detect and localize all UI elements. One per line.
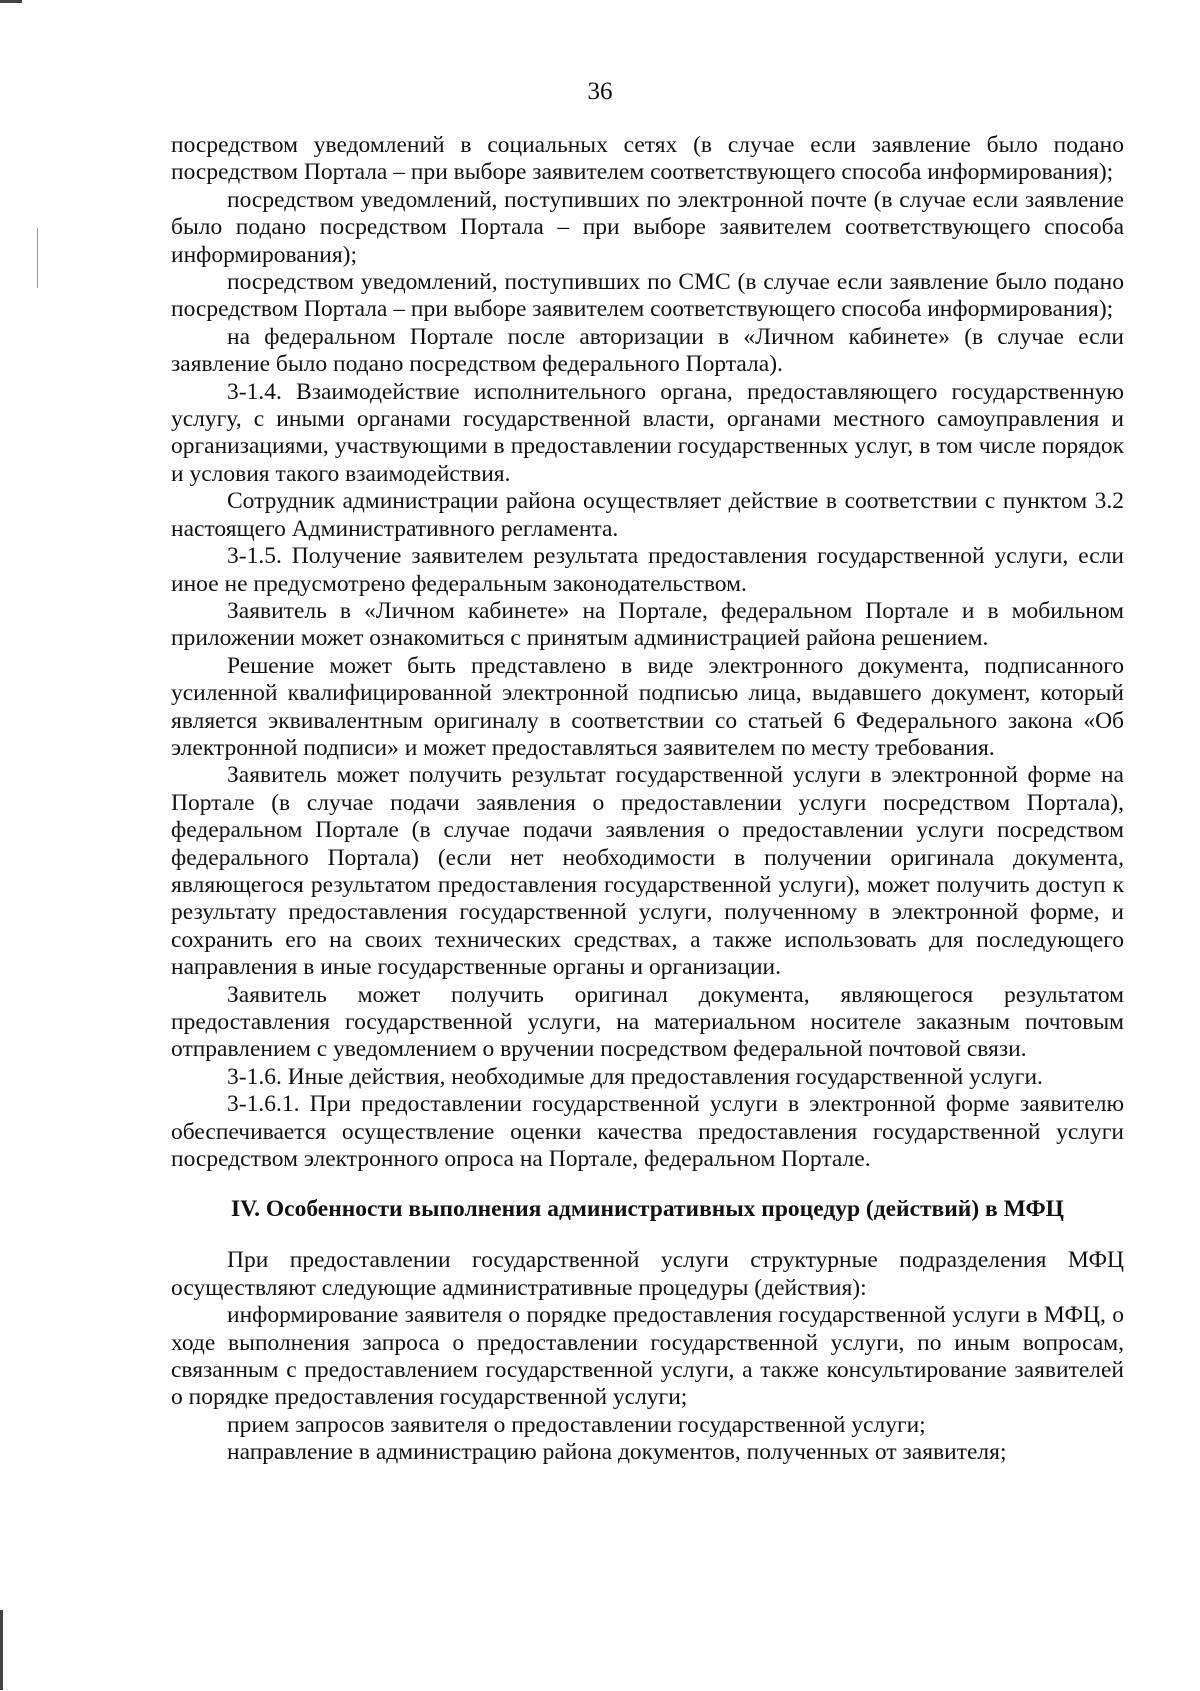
paragraph: 3-1.4. Взаимодействие исполнительного органа, предоставляющего государственную услугу, с иными органами государственной власти, органами местного самоуправления и организациями, участвующими в предоставлении государственных услуг, в том числе порядок и условия такого взаимодействия. bbox=[171, 378, 1124, 487]
page-number: 36 bbox=[587, 78, 613, 105]
document-body bbox=[171, 132, 1124, 1467]
paragraph: 3-1.6.1. При предоставлении государственной услуги в электронной форме заявителю обеспечивается осуществление оценки качества предоставления государственной услуги посредством электронного опроса на Портале, федеральном Портале. bbox=[171, 1091, 1124, 1173]
paragraph: При предоставлении государственной услуги структурные подразделения МФЦ осуществляют следующие административные процедуры (действия): bbox=[171, 1247, 1124, 1301]
paragraph: Сотрудник администрации района осуществляет действие в соответствии с пунктом 3.2 настоящего Административного регламента. bbox=[171, 488, 1124, 542]
paragraph: посредством уведомлений в социальных сетях (в случае если заявление было подано посредством Портала – при выборе заявителем соответствующего способа информирования); bbox=[171, 132, 1124, 186]
paragraph: Заявитель в «Личном кабинете» на Портале, федеральном Портале и в мобильном приложении может ознакомиться с принятым администрацией района решением. bbox=[171, 597, 1124, 652]
paragraph: посредством уведомлений, поступивших по СМС (в случае если заявление было подано посредством Портала – при выборе заявителем соответствующего способа информирования); bbox=[171, 269, 1124, 323]
scan-artifact bbox=[0, 0, 22, 3]
scan-artifact bbox=[0, 1610, 3, 1690]
scan-artifact bbox=[37, 228, 38, 288]
paragraph: на федеральном Портале после авторизации в «Личном кабинете» (в случае если заявление было подано посредством федерального Портала). bbox=[171, 323, 1124, 378]
section-heading: IV. Особенности выполнения административных процедур (действий) в МФЦ bbox=[231, 1196, 1064, 1223]
paragraph: Заявитель может получить оригинал документа, являющегося результатом предоставления государственной услуги, на материальном носителе заказным почтовым отправлением с уведомлением о вручении посредством федеральной почтовой связи. bbox=[171, 981, 1124, 1063]
paragraph: информирование заявителя о порядке предоставления государственной услуги в МФЦ, о ходе выполнения запроса о предоставлении государственной услуги, по иным вопросам, связанным с предоставлением государственной услуги, а также консультирование заявителей о порядке предоставления государственной услуги; bbox=[171, 1302, 1124, 1411]
paragraph: прием запросов заявителя о предоставлении государственной услуги; bbox=[227, 1411, 926, 1438]
paragraph: Решение может быть представлено в виде электронного документа, подписанного усиленной квалифицированной электронной подписью лица, выдавшего документ, который является эквивалентным оригиналу в соответствии со статьей 6 Федерального закона «Об электронной подписи» и может предоставляться заявителем по месту требования. bbox=[171, 652, 1124, 761]
paragraph: 3-1.5. Получение заявителем результата предоставления государственной услуги, если иное не предусмотрено федеральным законодательством. bbox=[171, 543, 1124, 597]
paragraph: Заявитель может получить результат государственной услуги в электронной форме на Портале (в случае подачи заявления о предоставлении услуги посредством Портала), федеральном Портале (в случае подачи заявления о предоставлении услуги посредством федерального Портала) (если нет необходимости в получении оригинала документа, являющегося результатом предоставления государственной услуги), может получить доступ к результату предоставления государственной услуги, полученному в электронной форме, и сохранить его на своих технических средствах, а также использовать для последующего направления в иные государственные органы и организации. bbox=[171, 762, 1124, 981]
paragraph: посредством уведомлений, поступивших по электронной почте (в случае если заявление было подано посредством Портала – при выборе заявителем соответствующего способа информирования); bbox=[171, 186, 1124, 268]
paragraph: направление в администрацию района документов, полученных от заявителя; bbox=[227, 1439, 1007, 1466]
paragraph: 3-1.6. Иные действия, необходимые для предоставления государственной услуги. bbox=[227, 1063, 1043, 1090]
